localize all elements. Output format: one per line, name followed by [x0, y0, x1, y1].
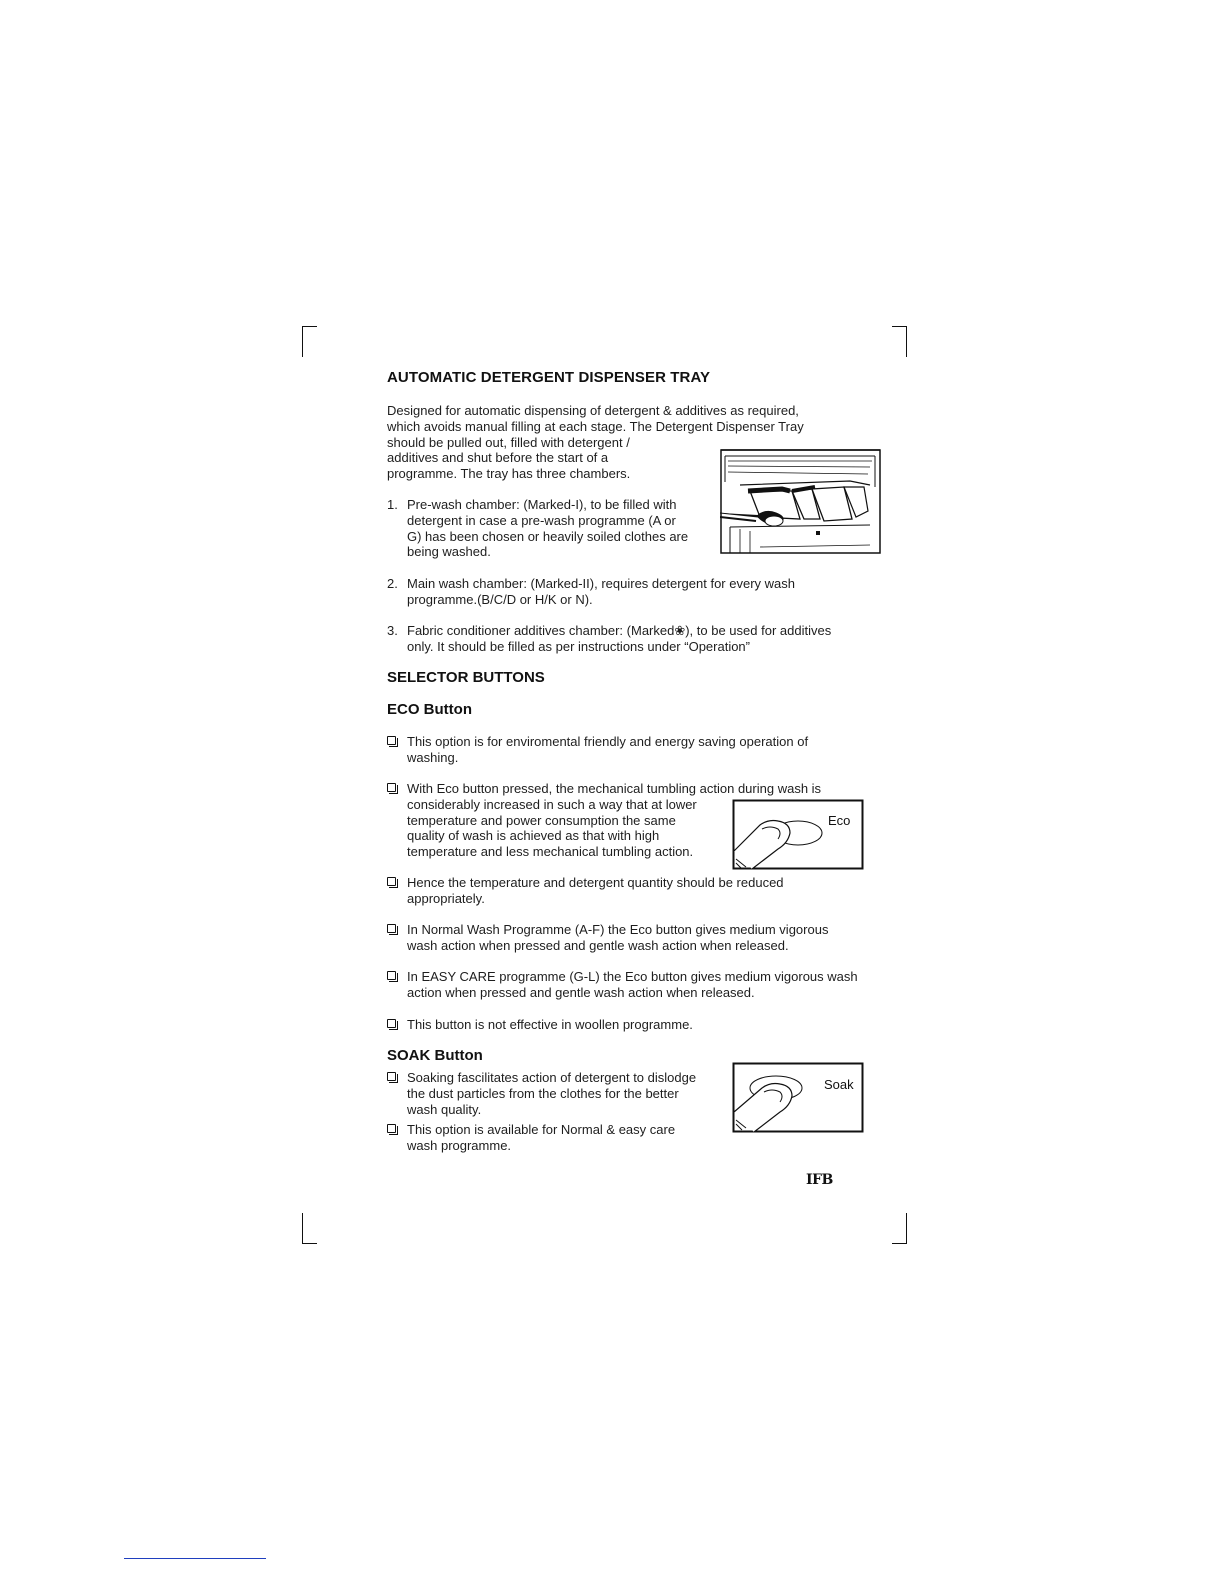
intro-line: additives and shut before the start of a [387, 450, 609, 466]
checkbox-bullet-icon [387, 1019, 396, 1028]
crop-mark-top-left [302, 326, 317, 357]
checkbox-bullet-icon [387, 1124, 396, 1133]
eco-bullet-1 [387, 734, 867, 766]
dispenser-item-3 [387, 623, 867, 655]
bullet-line: washing. [407, 749, 459, 765]
bullet-line: In EASY CARE programme (G-L) the Eco button gives medium vigorous wash [407, 969, 858, 984]
soak-heading: SOAK Button [387, 1047, 483, 1064]
intro-line: Designed for automatic dispensing of detergent & additives as required, [387, 403, 799, 418]
eco-figure-label: Eco [828, 813, 851, 828]
bullet-line: quality of wash is achieved as that with high [407, 828, 660, 844]
bullet-line: With Eco button pressed, the mechanical tumbling action during wash is [407, 781, 822, 796]
checkbox-bullet-icon [387, 971, 396, 980]
bullet-line: This option is for enviromental friendly and energy saving operation of [407, 734, 809, 749]
dispenser-heading: AUTOMATIC DETERGENT DISPENSER TRAY [387, 369, 711, 386]
eco-heading: ECO Button [387, 701, 472, 718]
eco-button-illustration [732, 799, 864, 871]
dispenser-tray-illustration [720, 447, 882, 555]
bullet-line: wash action when pressed and gentle wash action when released. [407, 937, 789, 953]
bullet-line: In Normal Wash Programme (A-F) the Eco button gives medium vigorous [407, 922, 829, 937]
checkbox-bullet-icon [387, 736, 396, 745]
checkbox-bullet-icon [387, 783, 396, 792]
item-line: only. It should be filled as per instructions under “Operation” [407, 638, 750, 654]
bullet-line: This option is available for Normal & easy care [407, 1122, 676, 1137]
soak-bullet-1 [387, 1070, 727, 1117]
checkbox-bullet-icon [387, 1072, 396, 1081]
intro-line: should be pulled out, filled with detergent / [387, 434, 630, 450]
checkbox-bullet-icon [387, 924, 396, 933]
soak-bullet-2 [387, 1122, 727, 1154]
checkbox-bullet-icon [387, 877, 396, 886]
item-line: programme.(B/C/D or H/K or N). [407, 591, 593, 607]
intro-line: which avoids manual filling at each stage. The Detergent Dispenser Tray [387, 418, 804, 434]
bullet-line: wash quality. [407, 1101, 482, 1117]
bullet-line: the dust particles from the clothes for the better [407, 1085, 679, 1101]
ifb-logo: IFB [806, 1172, 833, 1188]
item-line: Fabric conditioner additives chamber: (Marked❀), to be used for additives [407, 623, 832, 638]
bullet-line: wash programme. [407, 1137, 512, 1153]
item-line: G) has been chosen or heavily soiled clothes are [407, 528, 689, 544]
item-line: detergent in case a pre-wash programme (A or [407, 512, 676, 528]
crop-mark-bottom-left [302, 1213, 317, 1244]
item-line: being washed. [407, 544, 491, 560]
soak-figure-label: Soak [824, 1077, 854, 1092]
item-number: 3. [387, 623, 398, 638]
selector-heading: SELECTOR BUTTONS [387, 669, 545, 686]
eco-bullet-6 [387, 1017, 867, 1033]
soak-button-illustration [732, 1062, 864, 1134]
bullet-line: action when pressed and gentle wash action when released. [407, 984, 755, 1000]
link-underline [124, 1558, 266, 1559]
item-line: Pre-wash chamber: (Marked-I), to be filled with [407, 497, 677, 512]
eco-bullet-3 [387, 875, 867, 907]
dispenser-item-2 [387, 576, 867, 608]
bullet-line: Soaking fascilitates action of detergent to dislodge [407, 1070, 697, 1085]
bullet-line: Hence the temperature and detergent quantity should be reduced [407, 875, 784, 890]
bullet-line: temperature and less mechanical tumbling action. [407, 844, 694, 860]
eco-bullet-5 [387, 969, 887, 1001]
item-number: 1. [387, 497, 398, 512]
intro-line: programme. The tray has three chambers. [387, 466, 631, 482]
bullet-line: This button is not effective in woollen programme. [407, 1017, 693, 1032]
item-number: 2. [387, 576, 398, 591]
dispenser-item-1 [387, 497, 717, 560]
crop-mark-top-right [892, 326, 907, 357]
bullet-line: considerably increased in such a way that at lower [407, 796, 697, 812]
crop-mark-bottom-right [892, 1213, 907, 1244]
eco-bullet-4 [387, 922, 877, 954]
bullet-line: appropriately. [407, 890, 485, 906]
item-line: Main wash chamber: (Marked-II), requires detergent for every wash [407, 576, 795, 591]
bullet-line: temperature and power consumption the same [407, 812, 676, 828]
